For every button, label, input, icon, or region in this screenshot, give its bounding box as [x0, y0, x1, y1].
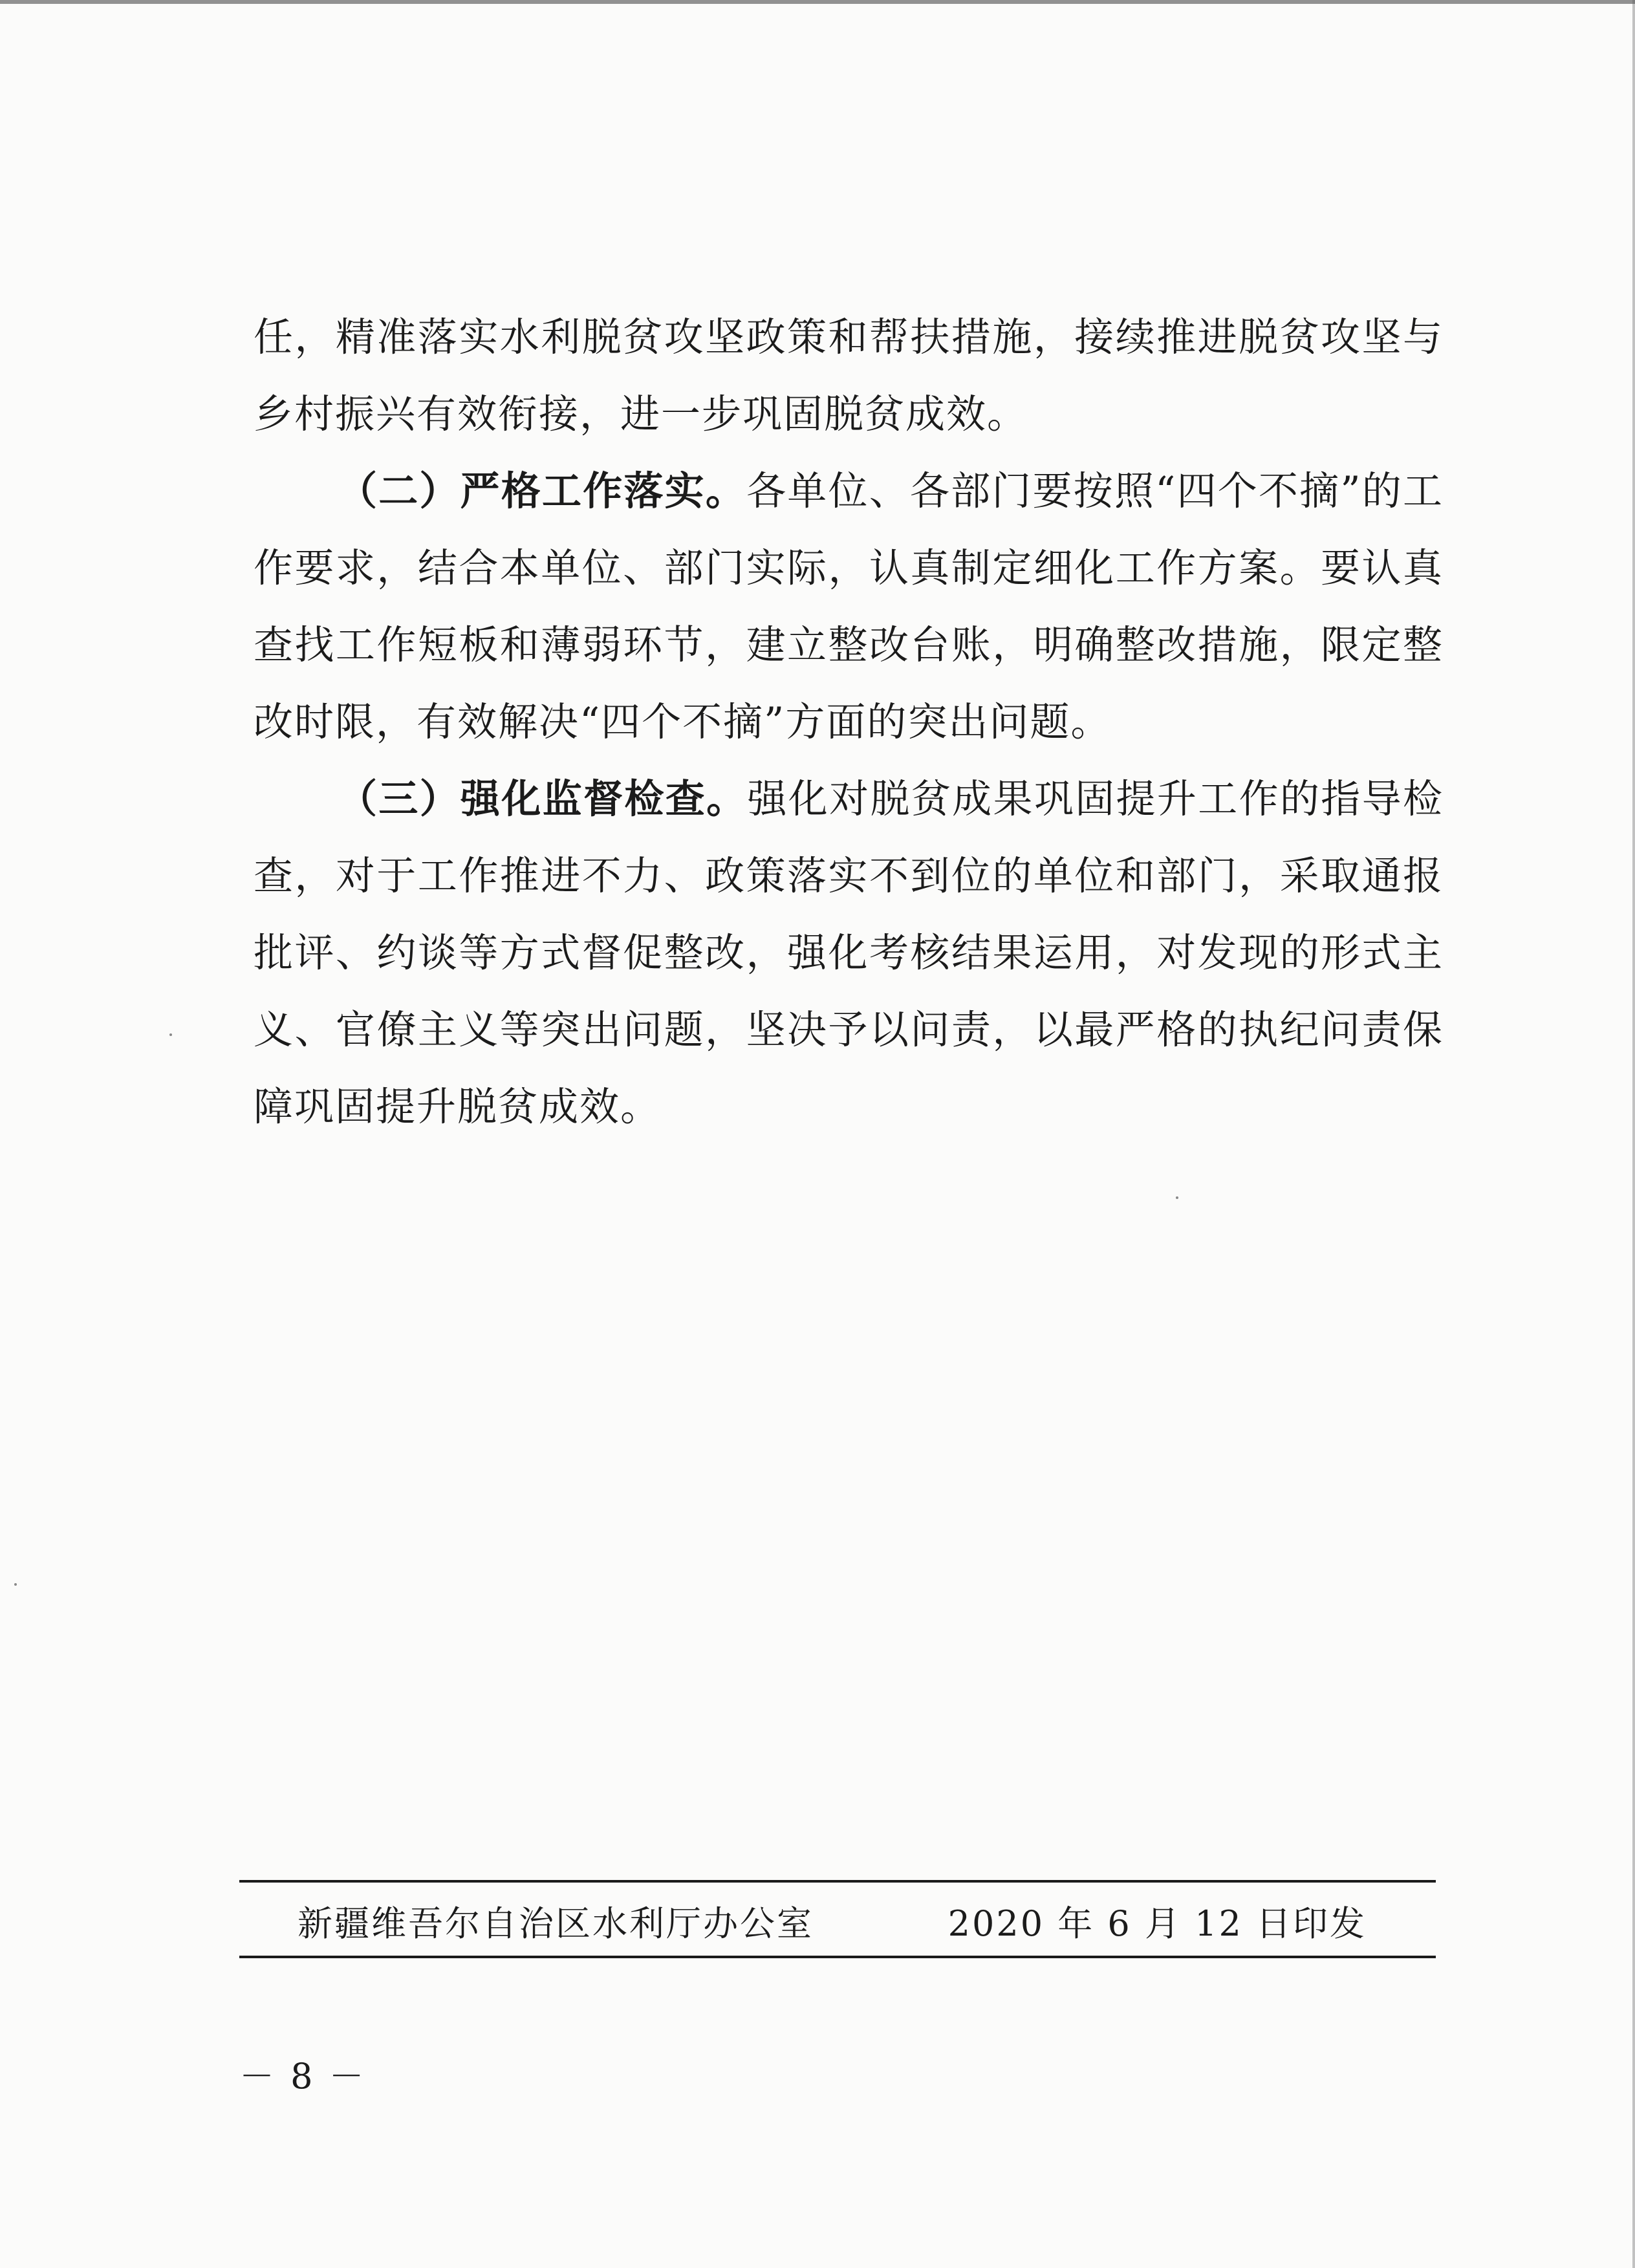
- scan-right-edge: [1632, 0, 1635, 2268]
- footer-top-rule: [239, 1880, 1436, 1883]
- issuing-office: 新疆维吾尔自治区水利厅办公室: [298, 1903, 814, 1944]
- page-number: － 8 －: [239, 2056, 367, 2097]
- paragraph-text: 各单位、各部门要按照“四个不摘”的工作要求，结合本单位、部门实际，认真制定细化工作方案。要认真查找工作短板和薄弱环节，建立整改台账，明确整改措施，限定整改时限，有效解决“四个不摘”方面的突出问题。: [254, 468, 1444, 745]
- scan-top-edge: [0, 0, 1635, 4]
- paragraph-text: 强化对脱贫成果巩固提升工作的指导检查，对于工作推进不力、政策落实不到位的单位和部门，采取通报批评、约谈等方式督促整改，强化考核结果运用，对发现的形式主义、官僚主义等突出问题，坚决予以问责，以最严格的执纪问责保障巩固提升脱贫成效。: [254, 776, 1444, 1130]
- paragraph-continuation: [254, 299, 1444, 453]
- paragraph-supervision-inspection: [254, 761, 1444, 1145]
- scan-speck: [14, 1583, 17, 1586]
- section-heading-3: （三）强化监督检查。: [338, 776, 748, 822]
- scan-speck: [1176, 1196, 1178, 1199]
- section-heading-2: （二）严格工作落实。: [338, 468, 747, 514]
- paragraph-strict-implementation: [254, 453, 1444, 761]
- paragraph-text: 任，精准落实水利脱贫攻坚政策和帮扶措施，接续推进脱贫攻坚与乡村振兴有效衔接，进一步巩固脱贫成效。: [254, 314, 1444, 437]
- scan-speck: [169, 1033, 172, 1036]
- body-text: [254, 299, 1444, 1145]
- footer-bottom-rule: [239, 1956, 1436, 1958]
- issue-date: 2020 年 6 月 12 日印发: [947, 1903, 1367, 1944]
